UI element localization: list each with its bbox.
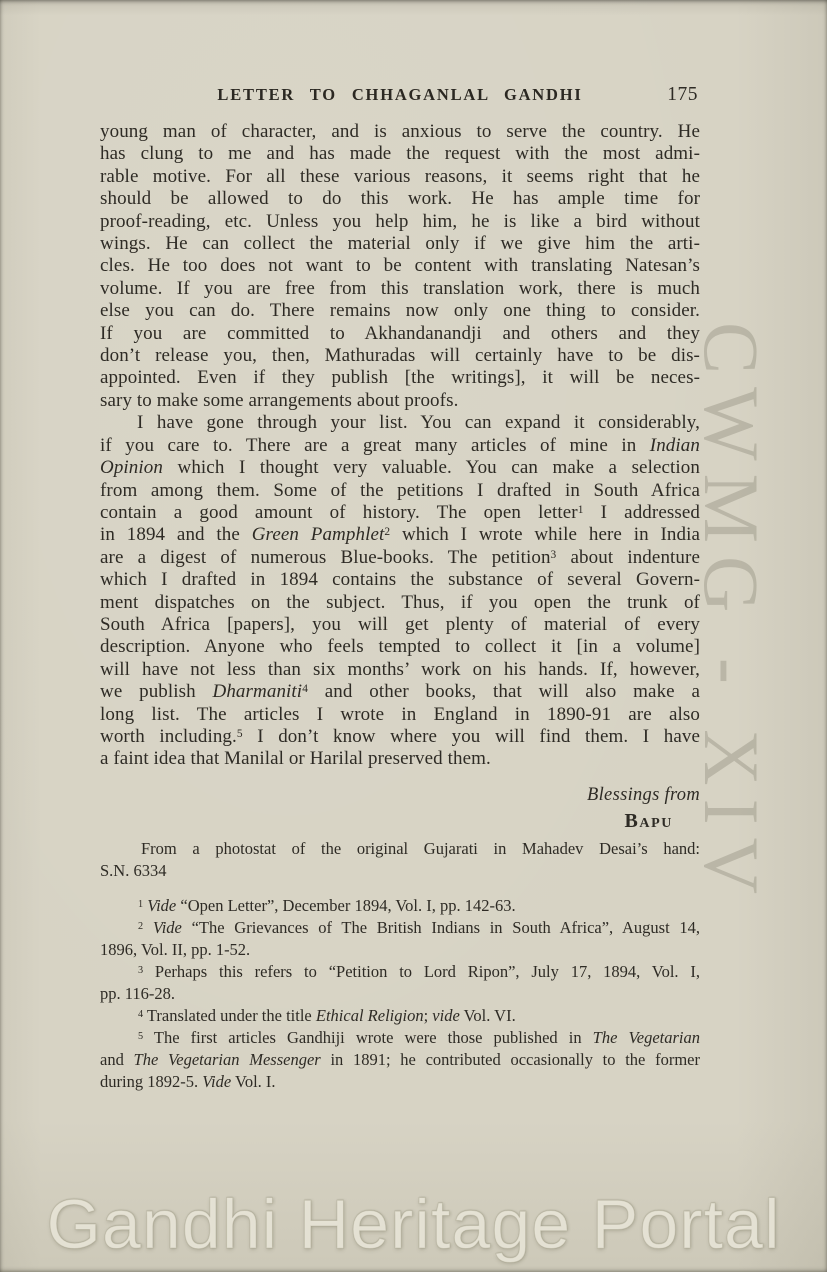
signature-name: Bapu — [624, 810, 673, 832]
text-run: contain a good amount of history. The open letter — [100, 501, 578, 523]
text-line — [100, 860, 700, 882]
text-line — [100, 323, 700, 345]
text-line — [100, 704, 700, 726]
text-run: during 1892-5. — [100, 1072, 203, 1091]
signature-blessing: Blessings from — [587, 785, 700, 805]
text-run: ; — [423, 1006, 433, 1025]
text-line — [100, 939, 700, 961]
text-line — [100, 390, 700, 412]
text-run: from among them. Some of the petitions I drafted in South Africa — [100, 479, 700, 501]
text-line — [100, 502, 700, 524]
text-line — [100, 636, 700, 658]
text-line — [100, 233, 700, 255]
text-run: if you care to. There are a great many articles of mine in — [100, 434, 650, 456]
text-run: Vide — [147, 896, 177, 915]
text-run: I addressed — [583, 501, 700, 523]
text-run: “The Grievances of The British Indians in South Africa”, August 14, — [181, 918, 701, 937]
text-run: Vide — [152, 918, 182, 937]
text-run: Vol. I. — [231, 1072, 276, 1091]
text-run: will have not less than six months’ work on his hands. If, however, — [100, 658, 700, 680]
text-run: South Africa [papers], you will get plenty of material of every — [100, 613, 700, 635]
text-run: should be allowed to do this work. He has ample time for — [100, 188, 700, 210]
paragraph-2 — [100, 412, 700, 771]
text-run: Vide — [202, 1072, 232, 1091]
text-run: and other books, that will also make a — [308, 681, 700, 703]
text-line — [100, 255, 700, 277]
side-watermark-cwmg-xiv: CWMG - XIV — [688, 322, 775, 907]
text-run: S.N. 6334 — [100, 861, 167, 880]
text-run: rable motive. For all these various reasons, it seems right that he — [100, 165, 700, 187]
bottom-watermark-gandhi-heritage-portal: Gandhi Heritage Portal — [46, 1185, 781, 1263]
text-run: about indenture — [556, 546, 700, 568]
text-run: The Vegetarian Messenger — [133, 1050, 321, 1069]
text-run: proof-reading, etc. Unless you help him, he is like a bird without — [100, 210, 700, 232]
text-line — [100, 121, 700, 143]
letter-body — [100, 121, 700, 771]
text-line — [100, 614, 700, 636]
text-run: The first articles Gandhiji wrote were those published in — [143, 1028, 593, 1047]
text-run: and — [100, 1050, 134, 1069]
signature-block — [100, 784, 700, 833]
paragraph-1 — [100, 121, 700, 412]
text-line — [100, 166, 700, 188]
running-header-title: LETTER TO CHHAGANLAL GANDHI — [217, 85, 583, 104]
text-run: don’t release you, then, Mathuradas will certainly have to be dis- — [100, 345, 700, 367]
text-line — [100, 524, 700, 546]
text-line — [100, 1049, 700, 1071]
text-line — [100, 569, 700, 591]
text-run: From a photostat of the original Gujarati in Mahadev Desai’s hand: — [141, 839, 700, 858]
text-line — [100, 895, 700, 917]
text-line — [100, 726, 700, 748]
text-run: Perhaps this refers to “Petition to Lord Ripon”, July 17, 1894, Vol. I, — [143, 962, 700, 981]
text-line — [100, 435, 700, 457]
text-run: else you can do. There remains now only one thing to consider. — [100, 300, 700, 322]
text-run: which I drafted in 1894 contains the substance of several Govern- — [100, 569, 700, 591]
footnote-marker: 1 — [138, 899, 144, 911]
text-run: Ethical Religion — [315, 1006, 424, 1025]
text-run: pp. 116-28. — [100, 984, 176, 1003]
text-run: sary to make some arrangements about proofs. — [100, 389, 459, 411]
text-run: Green Pamphlet — [251, 524, 385, 546]
footnote-marker: 5 — [236, 727, 243, 740]
text-run: I don’t know where you will find them. I have — [242, 725, 700, 747]
text-run: description. Anyone who feels tempted to collect it [in a volume] — [100, 636, 700, 658]
text-line — [100, 838, 700, 860]
text-run: has clung to me and has made the request with the most admi- — [100, 143, 700, 165]
footnote-marker: 5 — [138, 1031, 144, 1043]
text-run: which I thought very valuable. You can make a selection — [162, 457, 700, 479]
text-run: a faint idea that Manilal or Harilal preserved them. — [100, 748, 491, 770]
footnote-marker: 4 — [302, 683, 308, 696]
text-line — [100, 457, 700, 479]
text-run: ment dispatches on the subject. Thus, if you open the trunk of — [100, 591, 700, 613]
text-run: If you are committed to Akhandanandji and others and they — [100, 322, 700, 344]
text-run: in 1894 and the — [100, 524, 252, 546]
text-line — [100, 983, 700, 1005]
footnote-marker: 4 — [138, 1009, 144, 1021]
text-line — [100, 681, 700, 703]
text-line — [100, 547, 700, 569]
text-line — [100, 278, 700, 300]
text-run: in 1891; he contributed occasionally to the former — [320, 1050, 700, 1069]
text-run: “Open Letter”, December 1894, Vol. I, pp. 142-63. — [176, 896, 516, 915]
text-run: long list. The articles I wrote in England in 1890-91 are also — [100, 703, 700, 725]
text-line — [100, 300, 700, 322]
footnote-marker: 2 — [138, 921, 144, 933]
text-run: which I wrote while here in India — [390, 524, 700, 546]
text-run: worth including. — [100, 725, 237, 747]
text-line — [100, 480, 700, 502]
footnote-marker: 3 — [550, 548, 557, 561]
text-line — [100, 748, 700, 770]
text-run: Indian — [649, 434, 700, 456]
text-run: cles. He too does not want to be content with translating Natesan’s — [100, 255, 700, 277]
text-line — [100, 211, 700, 233]
text-line — [100, 345, 700, 367]
text-line — [100, 367, 700, 389]
text-run: 1896, Vol. II, pp. 1-52. — [100, 940, 251, 959]
text-run — [143, 918, 153, 937]
text-line — [100, 961, 700, 983]
text-line — [100, 1027, 700, 1049]
text-line — [100, 1071, 700, 1093]
footnote-marker: 1 — [577, 503, 584, 516]
text-run: Vol. VI. — [459, 1006, 516, 1025]
footnotes-block — [100, 895, 700, 1093]
source-note — [100, 838, 700, 882]
text-line — [100, 1005, 700, 1027]
text-run: wings. He can collect the material only if we give him the arti- — [100, 233, 700, 255]
text-run: young man of character, and is anxious to serve the country. He — [100, 121, 700, 142]
text-run: Dharmaniti — [212, 681, 303, 703]
text-run: Opinion — [100, 457, 163, 479]
running-header — [100, 85, 700, 107]
text-run: Translated under the title — [143, 1006, 316, 1025]
text-run: appointed. Even if they publish [the writings], it will be neces- — [100, 367, 700, 389]
text-run: volume. If you are free from this translation work, there is much — [100, 277, 700, 299]
text-run: The Vegetarian — [592, 1028, 700, 1047]
text-run: are a digest of numerous Blue-books. The petition — [100, 546, 551, 568]
text-line — [100, 917, 700, 939]
text-line — [100, 592, 700, 614]
text-line — [100, 143, 700, 165]
footnote-marker: 3 — [138, 965, 144, 977]
text-run: I have gone through your list. You can expand it considerably, — [137, 412, 700, 434]
text-run: we publish — [100, 681, 213, 703]
footnote-marker: 2 — [384, 526, 391, 539]
text-line — [100, 188, 700, 210]
text-line — [100, 659, 700, 681]
text-line — [100, 412, 700, 434]
text-run: vide — [432, 1006, 460, 1025]
page-number: 175 — [667, 84, 698, 105]
